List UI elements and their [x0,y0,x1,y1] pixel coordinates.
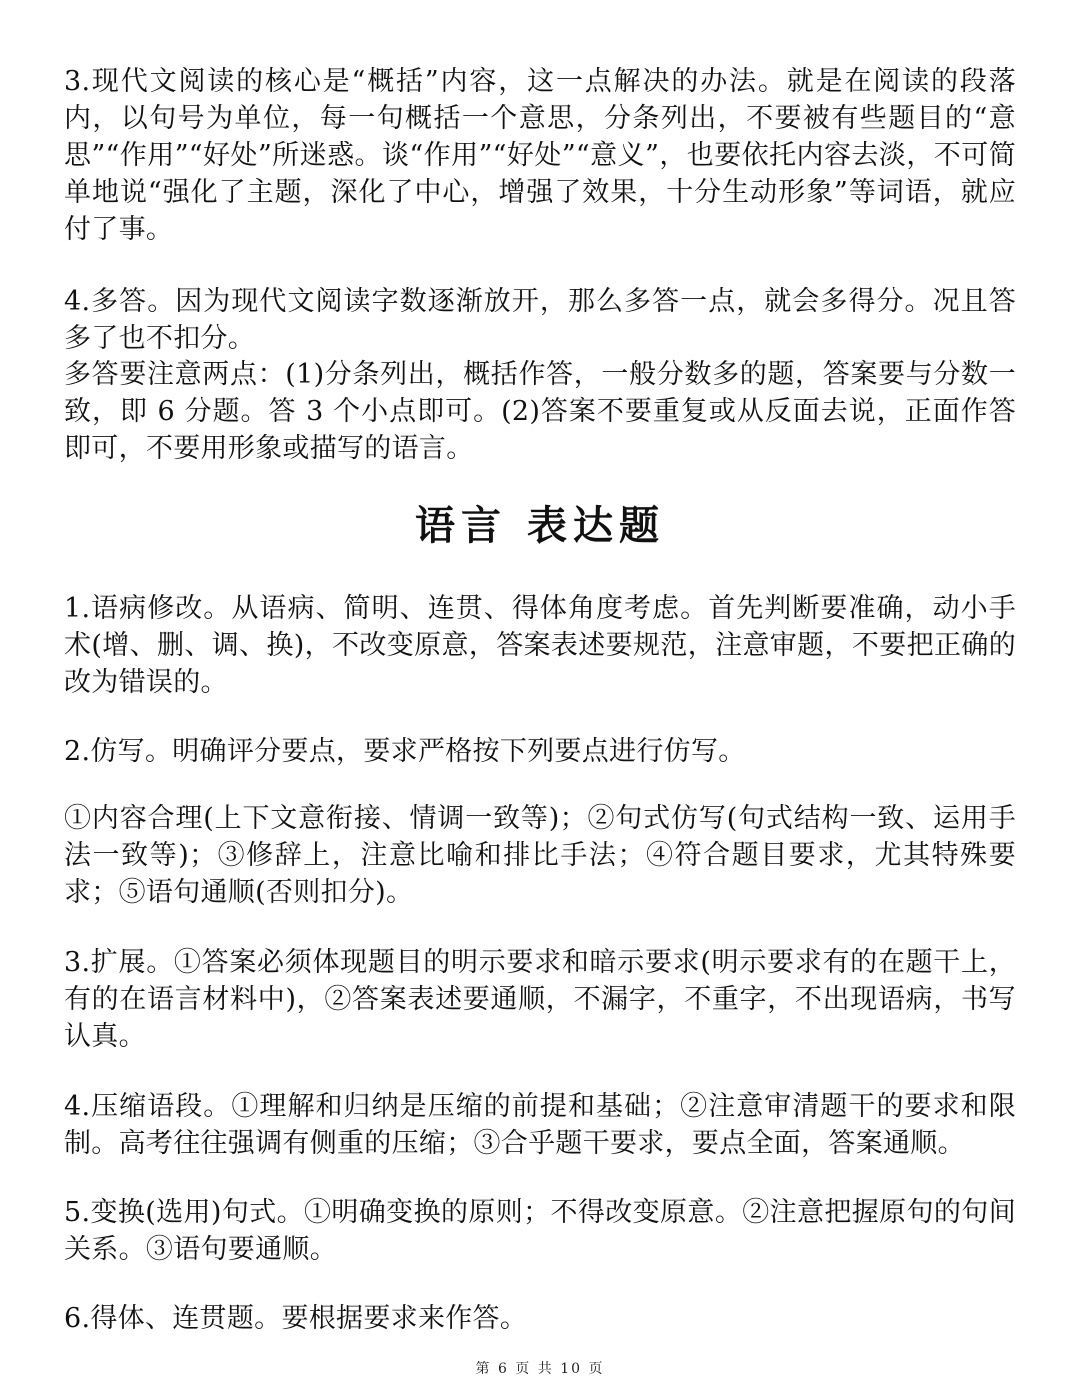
paragraph-answer-more: 4.多答。因为现代文阅读字数逐渐放开，那么多答一点，就会多得分。况且答多了也不扣分。 [64,286,1016,354]
paragraph-appropriateness: 6.得体、连贯题。要根据要求来作答。 [64,1303,528,1334]
paragraph-modern-reading-summary: 3.现代文阅读的核心是“概括”内容，这一点解决的办法。就是在阅读的段落内，以句号为单位，每一句概括一个意思，分条列出，不要被有些题目的“意思”“作用”“好处”所迷惑。谈“作用”“好处”“意义”，也要依托内容去淡，不可简单地说“强化了主题，深化了中心，增强了效果，十分生动形象”等词语，就应付了事。 [64,66,1016,245]
page-number-footer: 第 6 页 共 10 页 [475,1361,605,1377]
paragraph-sentence-transform: 5.变换(选用)句式。①明确变换的原则；不得改变原意。②注意把握原句的句间关系。③语句要通顺。 [64,1197,1016,1265]
paragraph-expansion: 3.扩展。①答案必须体现题目的明示要求和暗示要求(明示要求有的在题干上，有的在语言材料中)，②答案表述要通顺，不漏字，不重字，不出现语病，书写认真。 [64,947,1016,1052]
paragraph-answer-more-notes: 多答要注意两点：(1)分条列出，概括作答，一般分数多的题，答案要与分数一致，即 6 分题。答 3 个小点即可。(2)答案不要重复或从反面去说，正面作答即可，不要用形象或描写的语言。 [64,359,1016,464]
section-heading: 语言 表达题 [415,502,665,549]
paragraph-compression: 4.压缩语段。①理解和归纳是压缩的前提和基础；②注意审清题干的要求和限制。高考往往强调有侧重的压缩；③合乎题干要求，要点全面，答案通顺。 [64,1091,1016,1159]
paragraph-imitation-points: ①内容合理(上下文意衔接、情调一致等)；②句式仿写(句式结构一致、运用手法一致等)；③修辞上，注意比喻和排比手法；④符合题目要求，尤其特殊要求；⑤语句通顺(否则扣分)。 [64,803,1016,908]
paragraph-sentence-correction: 1.语病修改。从语病、简明、连贯、得体角度考虑。首先判断要准确，动小手术(增、删、调、换)，不改变原意，答案表述要规范，注意审题，不要把正确的改为错误的。 [64,593,1016,698]
paragraph-imitation-writing: 2.仿写。明确评分要点，要求严格按下列要点进行仿写。 [64,736,746,767]
